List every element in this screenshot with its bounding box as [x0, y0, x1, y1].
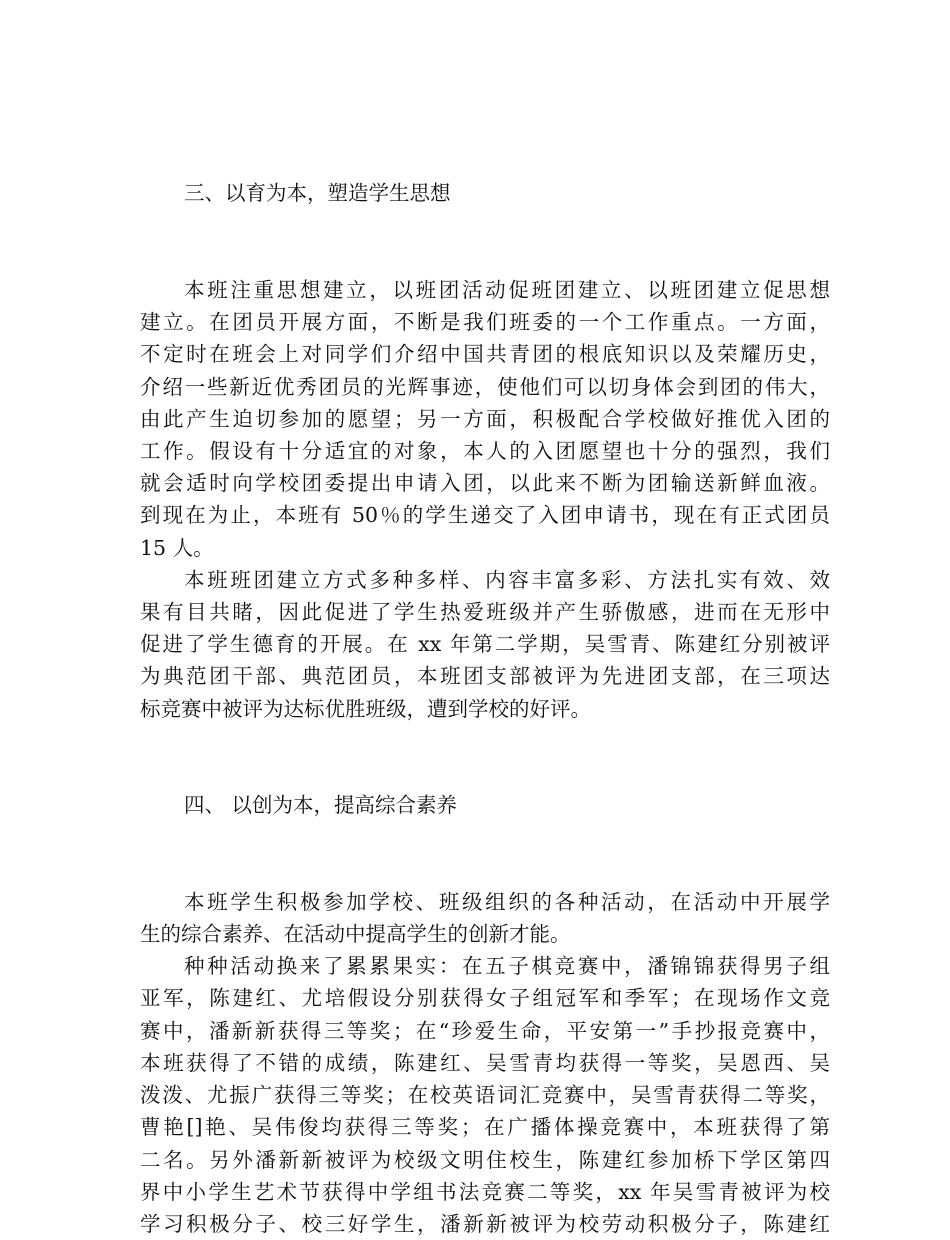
text-line: 到现在为止，本班有 50％的学生递交了入团申请书，现在有正式团员 — [140, 503, 830, 528]
text-line: 介绍一些新近优秀团员的光辉事迹，使他们可以切身体会到团的伟大， — [140, 374, 830, 399]
text-line: 不定时在班会上对同学们介绍中国共青团的根底知识以及荣耀历史， — [140, 342, 830, 367]
paragraph-activity-achievements — [140, 950, 830, 1240]
text-line: 泼泼、尤振广获得三等奖；在校英语词汇竞赛中，吴雪青获得二等奖， — [140, 1083, 830, 1108]
text-line: 果有目共睹，因此促进了学生热爱班级并产生骄傲感，进而在无形中 — [140, 600, 830, 625]
text-line: 标竞赛中被评为达标优胜班级，遭到学校的好评。 — [140, 696, 591, 721]
paragraph-class-building-results — [140, 564, 830, 725]
text-line: 建立。在团员开展方面，不断是我们班委的一个工作重点。一方面， — [140, 310, 830, 335]
document-page — [140, 113, 830, 1240]
text-line: 二名。另外潘新新被评为校级文明住校生，陈建红参加桥下学区第四 — [140, 1147, 830, 1172]
text-line: 赛中，潘新新获得三等奖；在“珍爱生命，平安第一”手抄报竞赛中， — [140, 1018, 830, 1043]
text-line: 就会适时向学校团委提出申请入团，以此来不断为团输送新鲜血液。 — [140, 471, 830, 496]
paragraph-thought-building — [140, 274, 830, 564]
text-line: 界中小学生艺术节获得中学组书法竞赛二等奖，xx 年吴雪青被评为校 — [140, 1179, 830, 1204]
heading-text: 四、 以创为本，提高综合素养 — [184, 793, 458, 818]
text-line: 生的综合素养、在活动中提高学生的创新才能。 — [140, 922, 571, 947]
text-line: 工作。假设有十分适宜的对象，本人的入团愿望也十分的强烈，我们 — [140, 439, 830, 464]
text-line: 促进了学生德育的开展。在 xx 年第二学期，吴雪青、陈建红分别被评 — [140, 632, 830, 657]
text-line: 曹艳[]艳、吴伟俊均获得三等奖；在广播体操竞赛中，本班获得了第 — [140, 1115, 830, 1140]
text-line: 本班注重思想建立，以班团活动促班团建立、以班团建立促思想 — [184, 278, 830, 303]
section-heading-4 — [140, 725, 830, 886]
text-line: 本班学生积极参加学校、班级组织的各种活动，在活动中开展学 — [184, 889, 830, 914]
text-line: 亚军，陈建红、尤培假设分别获得女子组冠军和季军；在现场作文竞 — [140, 986, 830, 1011]
text-line: 本班班团建立方式多种多样、内容丰富多彩、方法扎实有效、效 — [184, 567, 830, 592]
text-line: 本班获得了不错的成绩，陈建红、吴雪青均获得一等奖，吴恩西、吴 — [140, 1050, 830, 1075]
text-line: 15 人。 — [140, 535, 214, 560]
text-line: 由此产生迫切参加的愿望；另一方面，积极配合学校做好推优入团的 — [140, 406, 830, 431]
section-heading-3 — [140, 113, 830, 274]
paragraph-activities-intro — [140, 886, 830, 950]
text-line: 学习积极分子、校三好学生，潘新新被评为校劳动积极分子，陈建红 — [140, 1211, 830, 1236]
text-line: 种种活动换来了累累果实：在五子棋竞赛中，潘锦锦获得男子组 — [184, 954, 830, 979]
text-line: 为典范团干部、典范团员，本班团支部被评为先进团支部，在三项达 — [140, 664, 830, 689]
heading-text: 三、以育为本，塑造学生思想 — [184, 181, 451, 206]
